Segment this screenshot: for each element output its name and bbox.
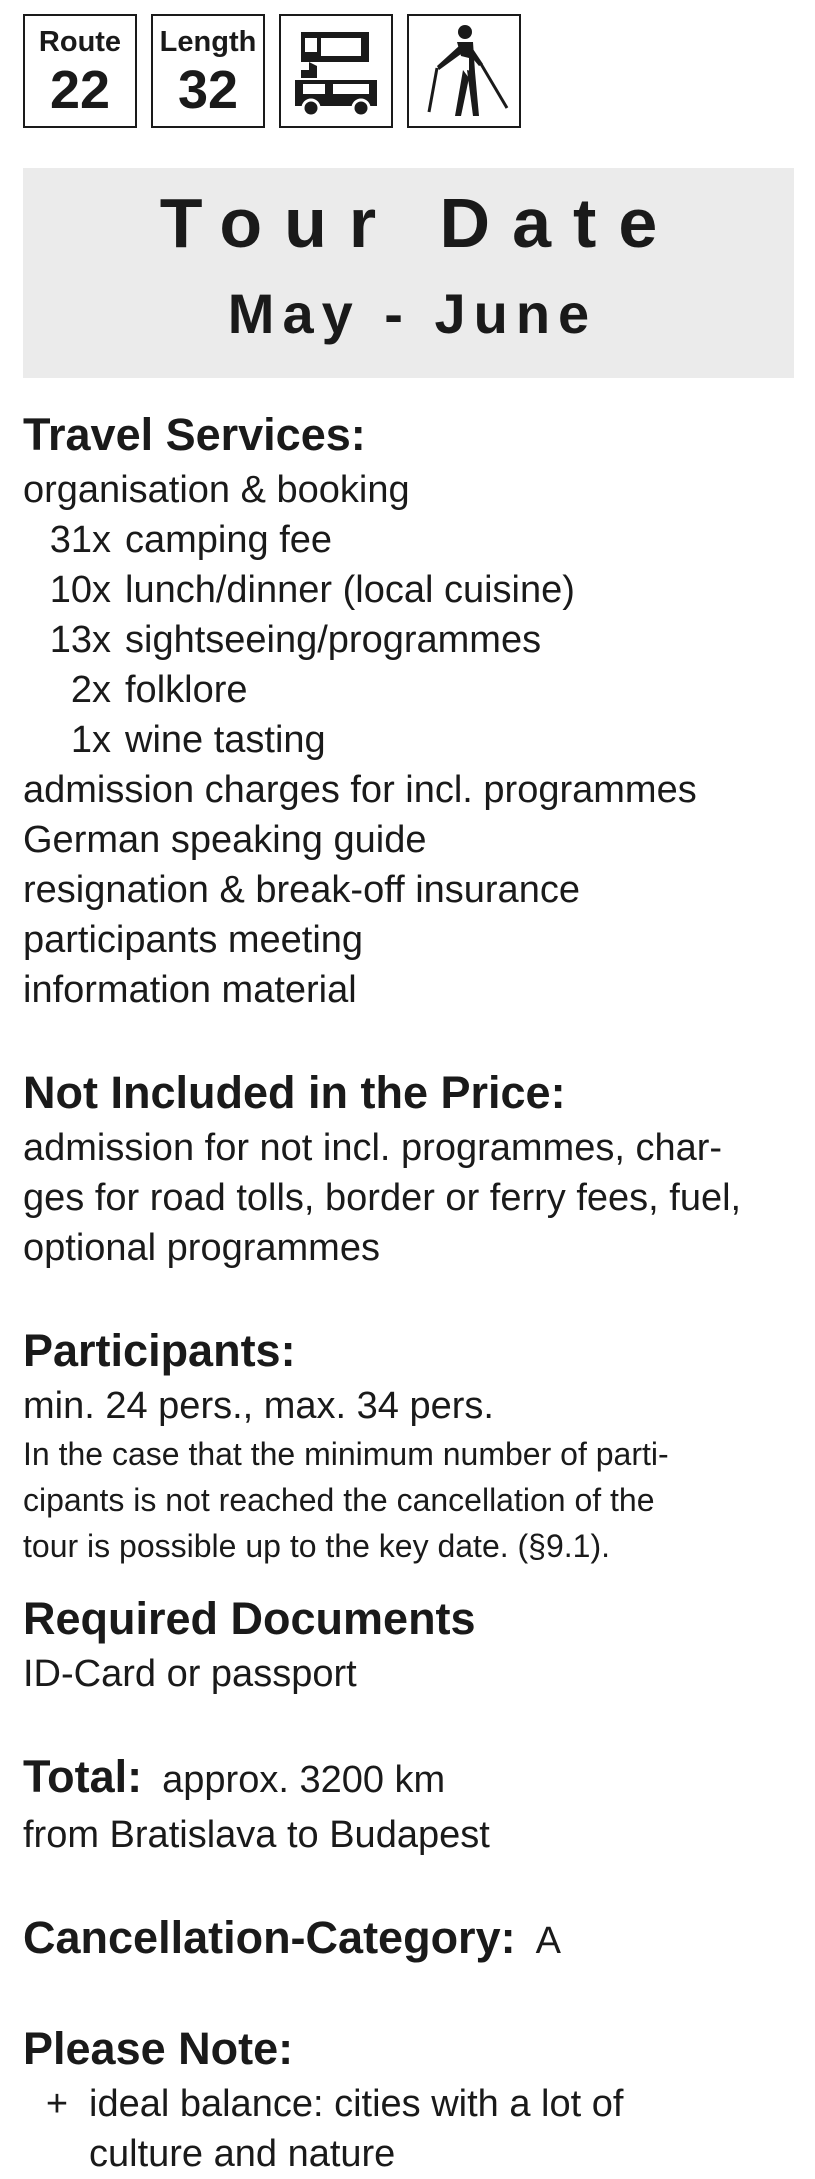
route-number: 22: [49, 60, 111, 120]
route-label: Route: [38, 26, 122, 58]
counted-services-list: [23, 515, 794, 765]
tour-date-title: Tour Date: [159, 184, 680, 262]
documents-heading: Required Documents: [23, 1593, 476, 1644]
please-note-heading: Please Note:: [23, 2023, 294, 2074]
camper-van-icon-graphic: [281, 16, 391, 126]
service-qty: 10x: [49, 569, 111, 611]
hiking-icon-graphic: [409, 16, 519, 126]
service-desc: lunch/dinner (local cuisine): [125, 569, 575, 611]
service-item: [23, 715, 794, 765]
length-badge: [151, 14, 265, 128]
travel-services-heading: Travel Services:: [23, 409, 366, 460]
total-value: approx. 3200 km: [162, 1759, 446, 1801]
participants-range: min. 24 pers., max. 34 pers.: [23, 1385, 494, 1427]
participants-note-line: In the case that the minimum number of parti-: [23, 1436, 669, 1472]
cancellation-value: A: [535, 1920, 561, 1962]
tour-details: [23, 405, 794, 2179]
length-label: Length: [159, 26, 257, 58]
service-qty: 13x: [49, 619, 111, 661]
note-line: ideal balance: cities with a lot of: [89, 2083, 624, 2125]
service-qty: 2x: [70, 669, 111, 711]
tour-period: May - June: [227, 282, 598, 345]
service-item: [23, 665, 794, 715]
total-line: [23, 1747, 794, 1810]
note-item: [23, 2079, 794, 2179]
service-extra: resignation & break-off insurance: [23, 869, 580, 911]
service-extra: information material: [23, 969, 357, 1011]
participants-heading: Participants:: [23, 1325, 296, 1376]
total-label: Total:: [23, 1751, 143, 1802]
total-route: from Bratislava to Budapest: [23, 1814, 490, 1856]
service-desc: camping fee: [125, 519, 333, 561]
service-item: [23, 615, 794, 665]
participants-note-line: tour is possible up to the key date. (§9.1).: [23, 1528, 610, 1564]
plus-bullet: +: [45, 2083, 69, 2125]
note-text: [89, 2079, 709, 2179]
service-extra: German speaking guide: [23, 819, 427, 861]
travel-services-intro: organisation & booking: [23, 469, 410, 511]
service-qty: 31x: [49, 519, 111, 561]
not-included-line: optional programmes: [23, 1227, 380, 1269]
hiking-icon: [407, 14, 521, 128]
not-included-line: ges for road tolls, border or ferry fees, fuel,: [23, 1177, 742, 1219]
participants-note-line: cipants is not reached the cancellation of the: [23, 1482, 655, 1518]
not-included-heading: Not Included in the Price:: [23, 1067, 566, 1118]
length-number: 32: [177, 60, 239, 120]
not-included-line: admission for not incl. programmes, char-: [23, 1127, 723, 1169]
service-item: [23, 565, 794, 615]
service-extra: admission charges for incl. programmes: [23, 769, 697, 811]
service-qty: 1x: [70, 719, 111, 761]
tour-date-box: [23, 168, 794, 378]
documents-value: ID-Card or passport: [23, 1653, 357, 1695]
route-badge: [23, 14, 137, 128]
note-line: culture and nature: [89, 2133, 396, 2175]
cancellation-label: Cancellation-Category:: [23, 1912, 516, 1963]
service-desc: sightseeing/programmes: [125, 619, 542, 661]
service-desc: folklore: [125, 669, 248, 711]
service-desc: wine tasting: [125, 719, 326, 761]
service-extra: participants meeting: [23, 919, 364, 961]
camper-van-icon: [279, 14, 393, 128]
cancellation-line: [23, 1908, 794, 1971]
service-item: [23, 515, 794, 565]
